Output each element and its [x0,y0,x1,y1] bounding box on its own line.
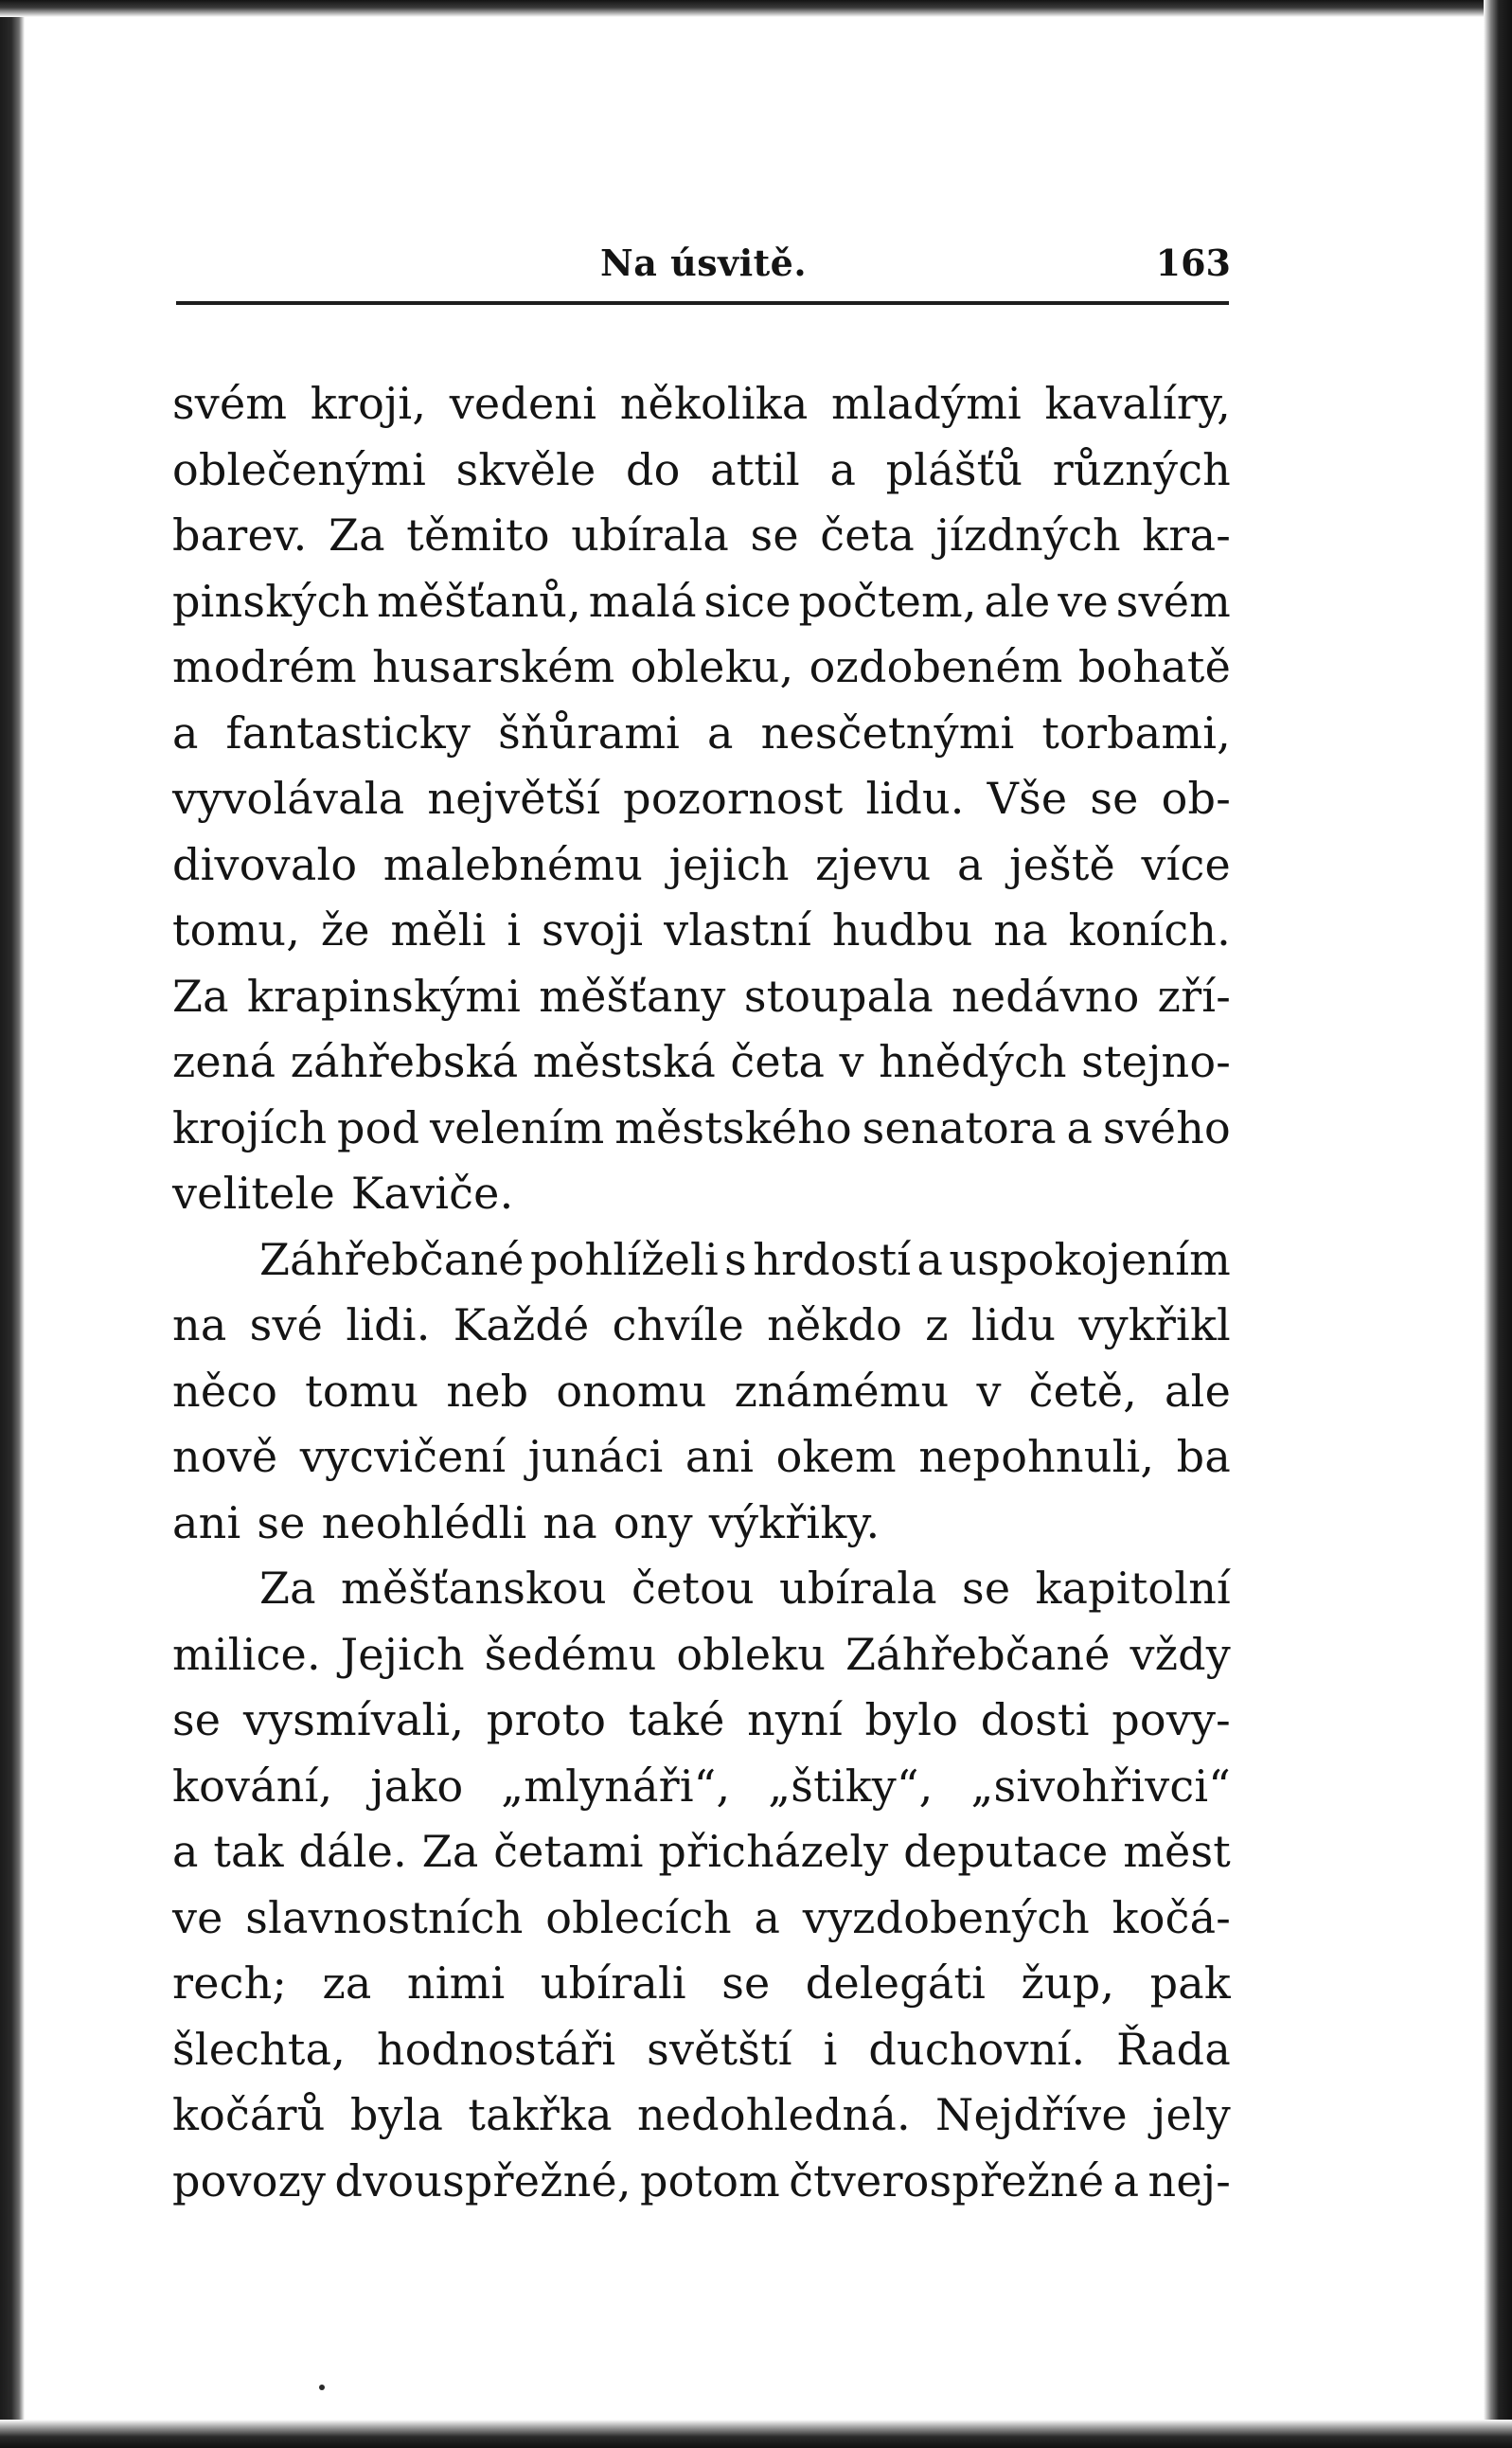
word: a [916,1233,944,1285]
text-line [172,371,1231,438]
word: svém [172,378,288,429]
word: chvíle [612,1299,744,1350]
word: pohlíželi [530,1233,719,1285]
word: zená [172,1036,276,1087]
text-line [172,1359,1231,1425]
word: ani [172,1496,241,1548]
word: někdo [767,1299,902,1350]
word: byla [349,2089,444,2140]
text-line [172,1424,1231,1491]
text-line [172,569,1231,635]
word: kočárů [172,2089,326,2140]
word: tomu [305,1365,419,1417]
word: se [962,1563,1011,1614]
word: vedeni [449,378,597,429]
word: lidi. [346,1299,431,1350]
text-line [172,898,1231,964]
word: kra- [1142,509,1231,561]
word: vycvičení [299,1431,507,1482]
word: koních. [1068,904,1231,956]
running-title: Na úsvitě. [600,241,808,284]
scan-edge-top [0,0,1512,17]
word: pozornost [623,773,844,824]
word: známému [734,1365,950,1417]
word: těmito [406,509,550,561]
word: ubírala [779,1563,937,1614]
word: pak [1149,1957,1231,2009]
scan-edge-left [0,0,25,2448]
word: a [1112,2154,1140,2207]
text-line [172,1029,1231,1096]
scan-edge-bottom [0,2420,1512,2448]
word: jízdných [935,509,1121,561]
word: z [925,1299,949,1350]
text-line [172,1227,1231,1294]
word: Řada [1116,2023,1231,2075]
word: stoupala [743,970,934,1022]
word: se [721,1957,771,2009]
word: že [320,904,370,956]
word: uspokojením [949,1233,1231,1285]
text-line [172,701,1231,767]
word: slavnostních [245,1891,524,1943]
word: šlechta, [172,2023,347,2075]
word: svého [1102,1101,1231,1153]
word: četa [820,509,915,561]
word: také [628,1694,725,1745]
text-line [172,1491,1231,1557]
word: četě, [1028,1365,1137,1417]
word: nedávno [952,970,1140,1022]
word: četou [631,1563,755,1614]
word: jely [1151,2089,1231,2140]
text-line [172,1819,1231,1885]
word: vždy [1130,1628,1231,1680]
word: neohlédli [321,1496,527,1548]
word: a [829,443,857,495]
word: oblečenými [172,443,427,495]
word: nepohnuli, [918,1431,1155,1482]
scan-speck [319,2385,325,2390]
word: oblecích [545,1891,732,1943]
text-line [172,634,1231,701]
word: ještě [1009,838,1115,890]
word: Záhřebčané [259,1233,525,1285]
text-line [172,1688,1231,1754]
word: kavalíry, [1044,378,1231,429]
word: světští [647,2023,792,2075]
word: žup, [1021,1957,1115,2009]
word: měst [1123,1826,1231,1877]
text-line [172,1754,1231,1820]
word: na [993,904,1048,956]
word: onomu [556,1365,707,1417]
text-line [172,1293,1231,1359]
word: měšťanů, [377,575,581,627]
word: měli [390,904,487,956]
word: šedému [484,1628,657,1680]
word: na [172,1299,227,1350]
text-line [172,503,1231,569]
word: zjevu [815,838,932,890]
word: počtem, [798,575,977,627]
word: několika [619,378,809,429]
word: krapinskými [246,970,522,1022]
word: nově [172,1431,278,1482]
word: četa [730,1036,826,1087]
word: Jejich [340,1628,465,1680]
word: bylo [864,1694,959,1745]
word: potom [639,2154,780,2207]
scan-edge-right [1484,0,1512,2448]
word: bohatě [1077,641,1231,692]
word: „mlynáři“, [501,1760,731,1812]
word: husarském [372,641,615,692]
page-header [172,237,1231,290]
word: nimi [406,1957,506,2009]
word: čtverospřežné [789,2154,1105,2207]
word: hrdostí [753,1233,912,1285]
word: nesčetnými [760,706,1015,759]
word: povy- [1112,1694,1231,1745]
word: i [507,904,522,956]
word: hodnostáři [376,2023,616,2075]
word: hudbu [831,904,973,956]
word: se [750,509,799,561]
word: ale [1165,1365,1231,1417]
word: záhřebská [290,1036,519,1087]
text-line [172,1622,1231,1689]
word: kapitolní [1035,1563,1231,1614]
word: ubírala [571,509,729,561]
word: nej- [1147,2154,1231,2207]
word: torbami, [1041,706,1231,759]
word: vykřikl [1078,1299,1231,1350]
text-line [172,2017,1231,2083]
word: proto [486,1694,607,1745]
word: Za [328,509,385,561]
word: vysmívali, [242,1694,465,1745]
word: se [172,1694,222,1745]
word: více [1141,838,1231,890]
text-line [172,1161,1231,1227]
word: attil [710,443,800,495]
word: lidu. [865,773,965,824]
word: ale [984,575,1051,627]
word: své [249,1299,324,1350]
word: za [322,1957,372,2009]
word: velením [429,1101,605,1153]
word: a [1066,1101,1094,1153]
word: městského [614,1101,852,1153]
word: ve [1058,575,1109,627]
word: ob- [1161,773,1231,824]
word: ony [613,1496,693,1548]
text-line [172,766,1231,832]
word: vyvolávala [172,773,405,824]
word: ani [685,1431,755,1482]
word: skvěle [455,443,596,495]
word: obleku, [630,641,794,692]
word: fantasticky [225,706,471,759]
word: divovalo [172,838,358,890]
text-line [172,1885,1231,1952]
word: nedohledná. [636,2089,911,2140]
word: kroji, [310,378,427,429]
word: výkřiky. [708,1496,881,1548]
word: plášťů [885,443,1023,495]
word: rech; [172,1957,288,2009]
text-line [172,2082,1231,2149]
word: zří- [1157,970,1231,1022]
word: tak [213,1826,284,1877]
word: delegáti [805,1957,987,2009]
word: jako [370,1760,464,1812]
word: a [172,706,199,759]
word: něco [172,1365,278,1417]
word: se [1090,773,1139,824]
header-rule [176,301,1229,305]
word: kování, [172,1760,333,1812]
word: vlastní [664,904,812,956]
word: velitele [172,1168,335,1219]
word: junáci [527,1431,664,1482]
word: „sivohřivci“ [970,1760,1231,1812]
word: ba [1176,1431,1231,1482]
word: ve [172,1891,223,1943]
word: modrém [172,641,357,692]
text-line [172,2149,1231,2215]
text-line [172,832,1231,899]
word: i [823,2023,838,2075]
word: deputace [903,1826,1109,1877]
word: městská [532,1036,716,1087]
word: okem [775,1431,897,1482]
body-text [172,371,1231,2214]
word: v [976,1365,1002,1417]
word: četami [493,1826,644,1877]
word: a [754,1891,781,1943]
word: jejich [668,838,790,890]
word: „štiky“, [768,1760,934,1812]
word: přicházely [658,1826,889,1877]
word: a [957,838,984,890]
word: a [707,706,734,759]
word: milice. [172,1628,321,1680]
word: se [257,1496,306,1548]
word: měšťanskou [341,1563,607,1614]
word: barev. [172,509,308,561]
word: Záhřebčané [845,1628,1111,1680]
word: Za [172,970,229,1022]
text-line [172,1556,1231,1622]
word: krojích [172,1101,328,1153]
word: lidu [970,1299,1057,1350]
text-line [172,1096,1231,1162]
page-number: 163 [1155,241,1231,284]
word: nyní [747,1694,843,1745]
word: šňůrami [498,706,681,759]
word: Vše [987,773,1068,824]
word: Nejdříve [935,2089,1128,2140]
word: Za [421,1826,479,1877]
word: Za [259,1563,316,1614]
text-line [172,964,1231,1030]
word: pod [337,1101,420,1153]
word: povozy [172,2154,327,2207]
word: duchovní. [868,2023,1086,2075]
word: hnědých [879,1036,1067,1087]
word: kočá- [1112,1891,1231,1943]
word: na [543,1496,597,1548]
word: senatora [862,1101,1057,1153]
word: různých [1052,443,1231,495]
word: neb [446,1365,529,1417]
word: dosti [980,1694,1090,1745]
text-line [172,438,1231,504]
word: největší [427,773,601,824]
word: s [724,1233,747,1285]
word: dvouspřežné, [334,2154,631,2207]
word: mladými [831,378,1022,429]
word: a [172,1826,199,1877]
word: sice [703,575,792,627]
word: ubírali [540,1957,686,2009]
word: obleku [676,1628,827,1680]
word: dále. [298,1826,407,1877]
word: svoji [542,904,644,956]
word: v [839,1036,864,1087]
word: svém [1115,575,1231,627]
word: ozdobeném [809,641,1063,692]
word: pinských [172,575,370,627]
word: vyzdobených [802,1891,1090,1943]
word: malebnému [382,838,644,890]
word: Kaviče. [350,1168,514,1219]
word: Každé [453,1299,590,1350]
word: takřka [468,2089,613,2140]
word: tomu, [172,904,301,956]
word: malá [588,575,697,627]
word: stejno- [1081,1036,1231,1087]
text-line [172,1951,1231,2017]
word: do [625,443,681,495]
word: měšťany [539,970,726,1022]
